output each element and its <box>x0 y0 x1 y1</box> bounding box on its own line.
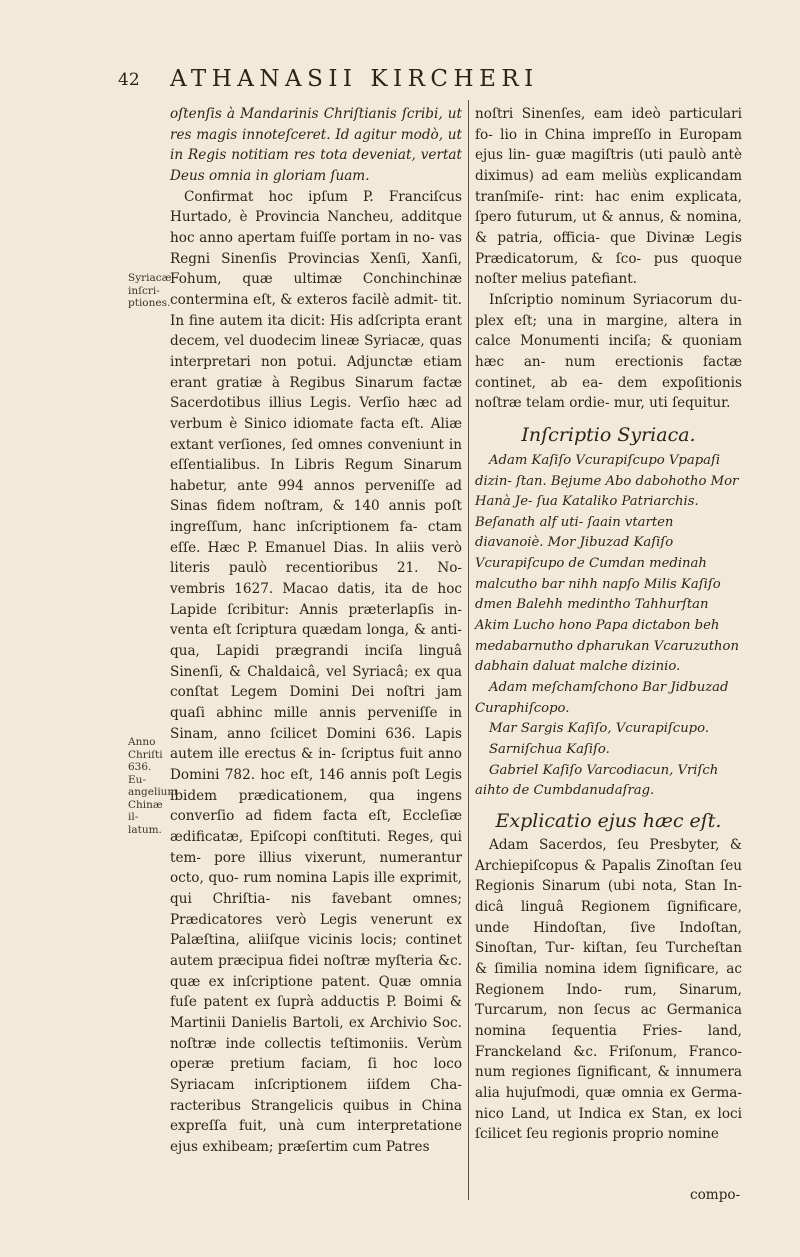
inscription-line: Sarniſchua Kaſiſo. <box>489 742 610 758</box>
margin-note-anno-636: Anno Chriſti 636. Eu- angelium Chinæ il- latum. <box>128 736 178 836</box>
right-paragraph-2: Inſcriptio nominum Syriacorum du- plex eſt; una in margine, altera in calce Monumenti inciſa; & quoniam hæc an- num erectionis factæ continet, ab ea- dem expoſitionis noſtræ telam ordie- mur, uti ſequitur. <box>475 291 742 412</box>
inscription-line: Adam meſchamſchono Bar Jidbuzad Curaphiſcopo. <box>475 680 729 716</box>
inscription-line: Adam Kaſiſo Vcurapiſcupo Vpapaſi dizin- ſtan. Bejume Abo dabohotho Mor Hanà Je- ſua Kataliko Patriarchis. Beſanath alf uti- ſaain vtarten diavanoiè. Mor Jibuzad Kaſiſo Vcurapiſcupo de Cumdan medinah malcutho bar nihh napſo Milis Kaſiſo dmen Balehh medintho Tahhurſtan Akim Lucho hono Papa dictabon beh medabarnutho dpharukan Vcaruzuthon dabhain daluat malche dizinio. <box>475 452 739 675</box>
page-header <box>118 66 718 96</box>
inscription-line: Gabriel Kaſiſo Varcodiacun, Vriſch aihto de Cumbdanudaſrag. <box>475 762 719 799</box>
left-column <box>170 104 462 1157</box>
heading-explanation: Explicatio ejus hæc eſt. <box>495 810 722 832</box>
left-paragraph-1: oſtenſis à Mandarinis Chriſtianis ſcribi, ut res magis innoteſceret. Id agitur modò, ut in Regis notitiam res tota deveniat, vertat Deus omnia in gloriam ſuam. <box>170 106 462 184</box>
left-paragraph-2: Confirmat hoc ipſum P. Franciſcus Hurtado, è Provincia Nancheu, additque hoc anno apertam fuiſſe portam in no- vas Regni Sinenſis Provincias Xenſi, Xanſi, Fohum, quæ ultimæ Conchinchinæ contermina eſt, & exteros facilè admit- tit. In fine autem ita dicit: His adſcripta erant decem, vel duodecim lineæ Syriacæ, quas interpretari non potui. Adjunctæ etiam erant gratiæ à Regibus Sinarum factæ Sacerdotibus illius Legis. Verſio hæc ad verbum è Sinico idiomate facta eſt. Aliæ extant verſiones, ſed omnes conveniunt in eſſentialibus. In Libris Regum Sinarum habetur, ante 994 annos perveniſſe ad Sinas fidem noſtram, & 140 annis poſt ingreſſum, hanc inſcriptionem fa- ctam eſſe. Hæc P. Emanuel Dias. In aliis verò literis paulò recentioribus 21. No- vembris 1627. Macao datis, ita de hoc Lapide ſcribitur: Annis præterlapſis in- venta eſt ſcriptura quædam longa, & anti- qua, Lapidi prægrandi inciſa linguâ Sinenſi, & Chaldaicâ, vel Syriacâ; ex qua conſtat Legem Domini Dei noſtri jam quaſi abhinc mille annis perveniſſe in Sinam, anno ſcilicet Domini 636. Lapis autem ille erectus & in- ſcriptus fuit anno Domini 782. hoc eſt, 146 annis poſt Legis ibidem prædicationem, qua ingens converſio ad fidem facta eſt, Eccleſiæ ædificatæ, Epiſcopi conſtituti. Reges, qui tem- pore illius vixerunt, numerantur octo, quo- rum nomina Lapis ille exprimit, qui Chriſtia- nis favebant omnes; Prædicatores verò Legis venerunt ex Palæſtina, aliiſque vicinis locis; continet autem præcipua fidei noſtræ myſteria &c. quæ ex inſcriptione patent. Quæ omnia fuſe patent ex ſuprà adductis P. Boimi & Martinii Danielis Bartoli, ex Archivio Soc. noſtræ inde collectis teſtimoniis. Verùm operæ pretium faciam, ſi hoc loco Syriacam inſcriptionem iiſdem Cha- racteribus Strangelicis quibus in China expreſſa fuit, unà cum interpretatione ejus exhibeam; præſertim cum Patres <box>170 188 462 1155</box>
heading-syriac-inscription: Inſcriptio Syriaca. <box>521 423 696 446</box>
inscription-line: Mar Sargis Kaſiſo, Vcurapiſcupo. <box>489 721 710 737</box>
inscription-block <box>475 451 742 802</box>
running-head: ATHANASII KIRCHERI <box>170 66 539 92</box>
catchword: compo- <box>690 1187 741 1203</box>
margin-note-syriac-inscriptions: Syriacæ inſcri- ptiones. <box>128 272 172 309</box>
right-paragraph-3: Adam Sacerdos, ſeu Presbyter, & Archiepiſcopus & Papalis Zinoſtan ſeu Regionis Sinarum (ubi nota, Stan In- dicâ linguâ Regionem ſignificare, unde Hindoſtan, ſive Indoſtan, Sinoſtan, Tur- kiſtan, ſeu Turcheſtan & ſimilia nomina idem ſignificare, ac Regionem Indo- rum, Sinarum, Turcarum, non ſecus ac Germanica nomina ſequentia Fries- land, Franckeland &c. Friſonum, Franco- num regiones ſignificant, & innumera alia hujuſmodi, quæ omnia ex Germa- nico Land, ut Indica ex Stan, ex loci ſcilicet ſeu regionis proprio nomine <box>475 837 742 1143</box>
column-divider <box>468 100 469 1200</box>
right-paragraph-1: noſtri Sinenſes, eam ideò particulari fo- lio in China impreſſo in Europam ejus lin- guæ magiſtris (uti paulò antè diximus) ad eam meliùs explicandam tranſmiſe- rint: hac enim explicata, ſpero futurum, ut & annus, & nomina, & patria, officia- que Divinæ Legis Prædicatorum, & ſco- pus quoque noſter melius patefiant. <box>475 106 742 288</box>
page-number: 42 <box>118 70 140 90</box>
right-column <box>475 104 742 1145</box>
